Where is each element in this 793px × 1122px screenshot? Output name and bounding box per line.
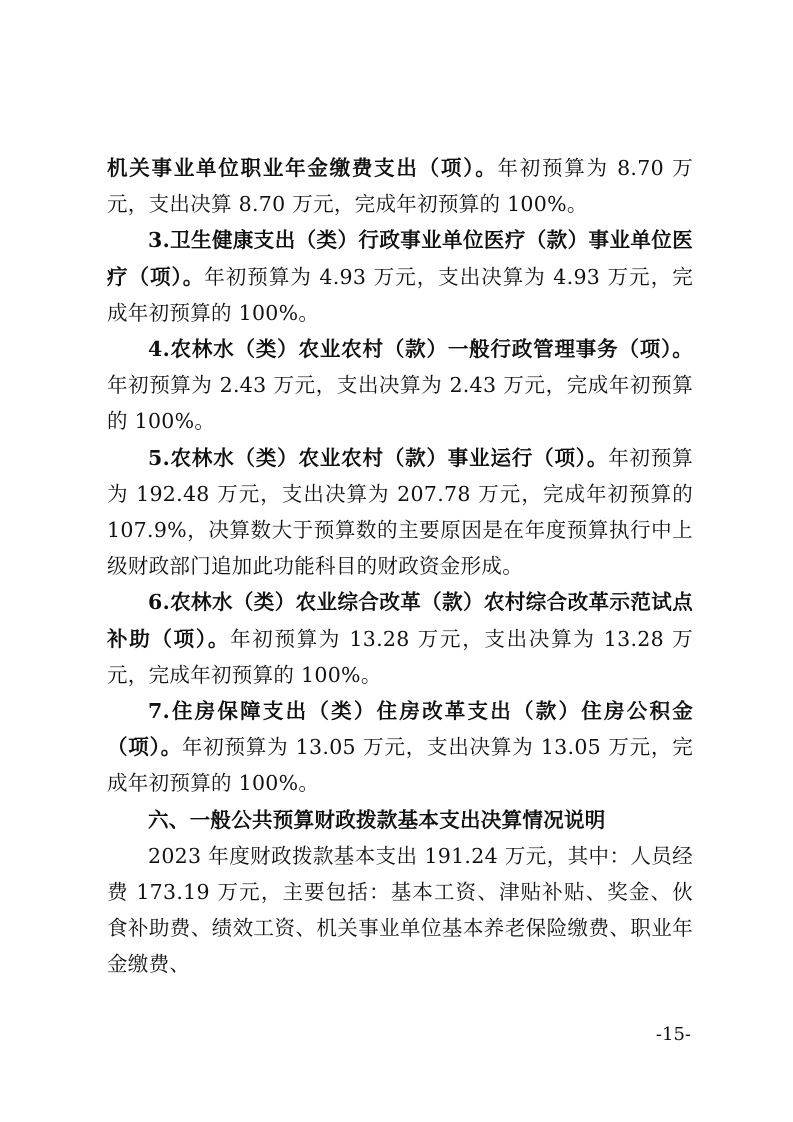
- paragraph-bold-lead: 7.住房保障支出（类）住房改革支出（款）住房公积金（项）。: [107, 699, 693, 760]
- paragraph-item-5: [107, 440, 693, 585]
- paragraph-bold-lead: 4.农林水（类）农业农村（款）一般行政管理事务（项）。: [148, 337, 693, 362]
- paragraph-bold-lead: 3.卫生健康支出（类）行政事业单位医疗（款）事业单位医疗（项）。: [107, 228, 693, 289]
- paragraph-item-7: [107, 693, 693, 802]
- paragraph-bold-lead: 机关事业单位职业年金缴费支出（项）。: [107, 156, 498, 180]
- paragraph-bold-lead: 5.农林水（类）农业农村（款）事业运行（项）。: [148, 445, 609, 470]
- paragraph-item-4: [107, 331, 693, 440]
- page-number: -15-: [655, 1024, 691, 1045]
- paragraph-text: 年初预算为 8.70 万元，支出决算 8.70 万元，完成年初预算的 100%。: [107, 156, 693, 217]
- paragraph-item-6: [107, 584, 693, 693]
- section-body-paragraph: 2023 年度财政拨款基本支出 191.24 万元，其中：人员经费 173.19 万元，主要包括：基本工资、津贴补贴、奖金、伙食补助费、绩效工资、机关事业单位基本养老保险缴费、职业年金缴费、: [107, 843, 693, 977]
- paragraph-bold-lead: 6.农林水（类）农业综合改革（款）农村综合改革示范试点补助（项）。: [107, 590, 693, 651]
- paragraph-text: 年初预算为 2.43 万元，支出决算为 2.43 万元，完成年初预算的 100%。: [107, 373, 693, 434]
- document-body: [107, 150, 693, 983]
- paragraph-item-3: [107, 222, 693, 331]
- paragraph-text: 年初预算为 4.93 万元，支出决算为 4.93 万元，完成年初预算的 100%。: [107, 264, 694, 325]
- paragraph-text: 年初预算为 13.28 万元，支出决算为 13.28 万元，完成年初预算的 100%。: [107, 626, 693, 687]
- paragraph-text: 年初预算为 13.05 万元，支出决算为 13.05 万元，完成年初预算的 100%。: [107, 735, 693, 796]
- paragraph-occupational-annuity: [107, 150, 693, 222]
- section-heading: 六、一般公共预算财政拨款基本支出决算情况说明: [148, 807, 606, 832]
- paragraph-text: 年初预算为 192.48 万元，支出决算为 207.78 万元，完成年初预算的 107.9%，决算数大于预算数的主要原因是在年度预算执行中上级财政部门追加此功能科目的财政资金形成。: [107, 445, 693, 579]
